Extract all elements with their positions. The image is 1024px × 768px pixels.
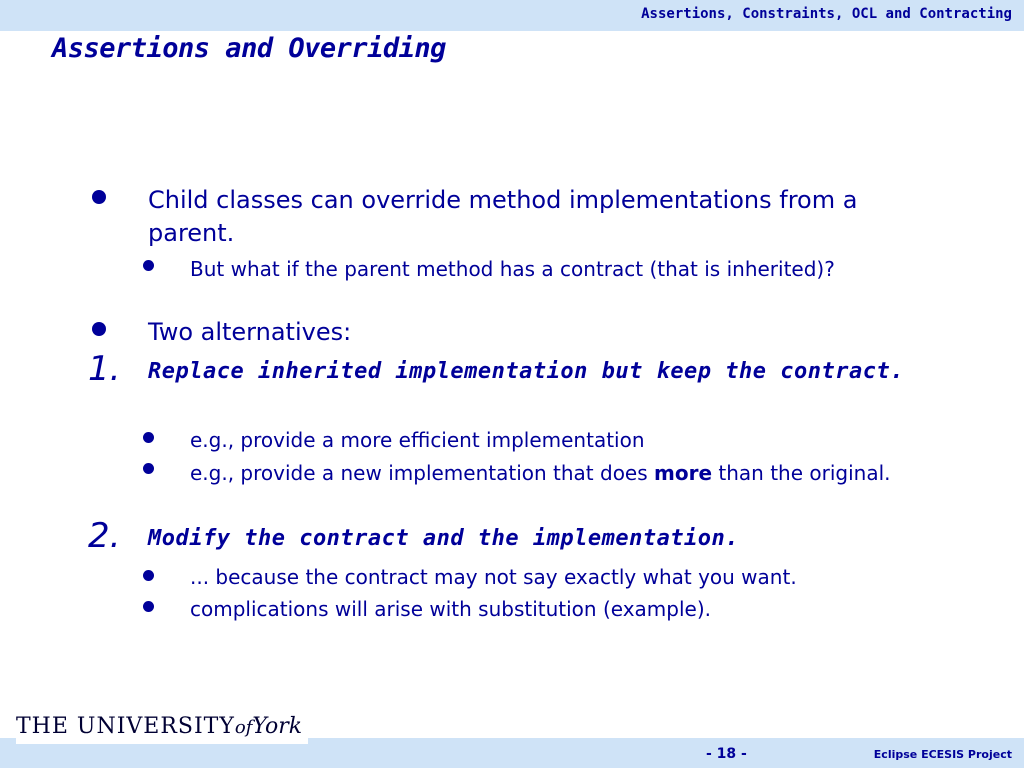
page-number: - 18 - [706,746,747,762]
bullet-dot [92,322,106,336]
project-name: Eclipse ECESIS Project [873,748,1012,761]
sub-bullet-dot [143,463,154,474]
slide-title: Assertions and Overriding [52,33,446,64]
sub-bullet-dot [143,570,154,581]
sub-bullet-contract-limitation: ... because the contract may not say exactly what you want. [190,565,797,589]
logo-university-text: THE UNIVERSITY [16,714,235,739]
sub-bullet-dot [143,601,154,612]
bullet-two-alternatives: Two alternatives: [148,318,352,346]
university-logo [16,712,308,744]
sub-bullet-efficient-implementation: e.g., provide a more efficient implementation [190,428,645,452]
sub-bullet-contract-question: But what if the parent method has a contract (that is inherited)? [190,257,835,281]
sub-bullet-dot [143,260,154,271]
emphasis-more: more [654,461,713,485]
sub-bullet-text-before: e.g., provide a new implementation that does [190,461,655,485]
sub-bullet-dot [143,432,154,443]
logo-of-text: of [234,717,253,738]
sub-bullet-substitution: complications will arise with substitution (example). [190,597,711,621]
number-marker-1: 1. [88,349,121,389]
number-marker-2: 2. [88,516,121,556]
sub-bullet-text-after: than the original. [712,461,891,485]
bullet-child-classes: Child classes can override method implementations from a parent. [148,186,858,247]
alternative-1: Replace inherited implementation but keep the contract. [148,359,904,384]
bullet-dot [92,190,106,204]
header-title: Assertions, Constraints, OCL and Contracting [641,6,1012,22]
logo-york-text: York [252,714,303,739]
sub-bullet-new-implementation [190,459,910,487]
alternative-2: Modify the contract and the implementation. [148,526,740,551]
